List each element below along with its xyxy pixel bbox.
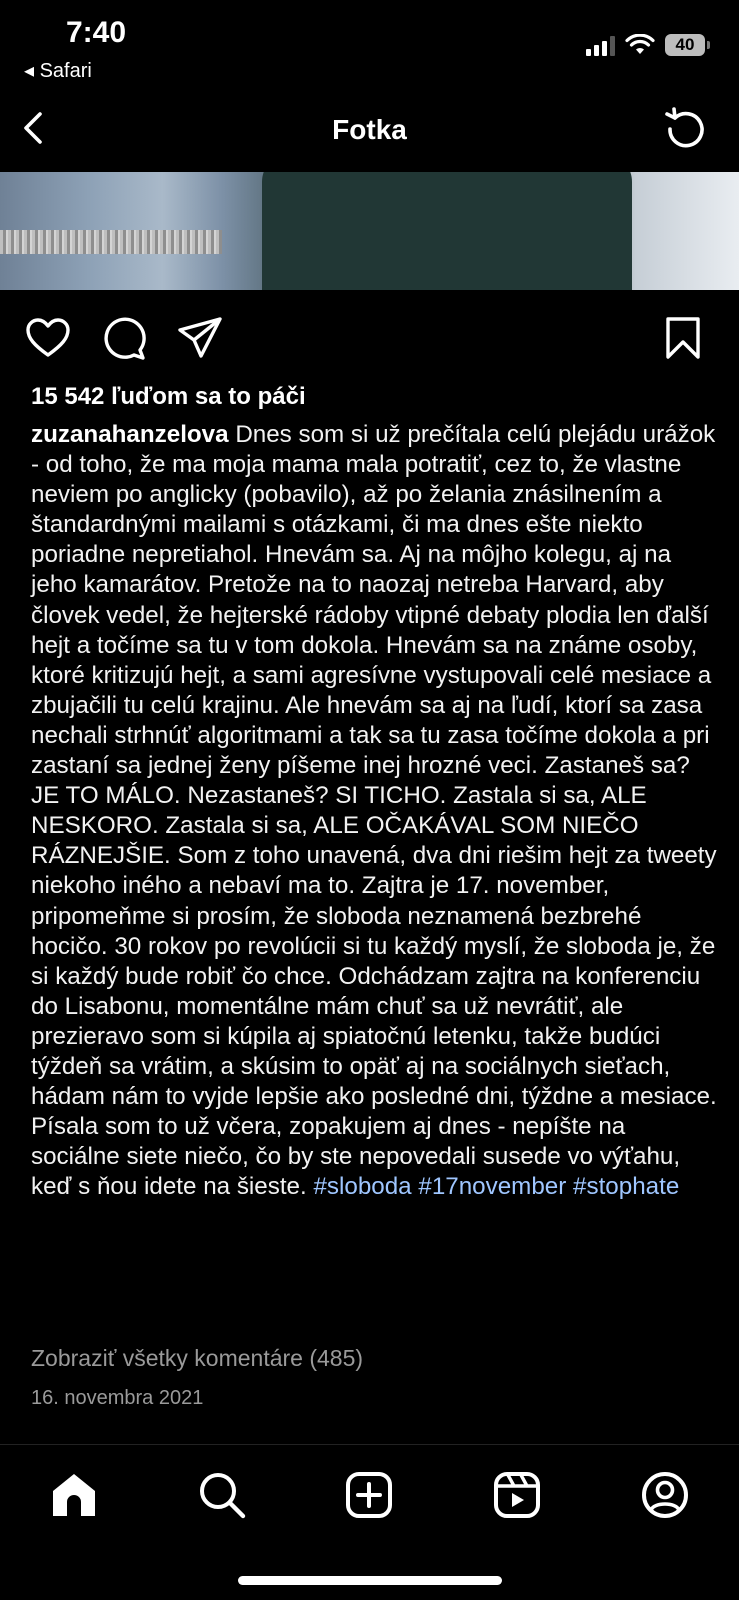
refresh-icon[interactable] (663, 106, 709, 152)
header-bar (0, 96, 739, 166)
post-date: 16. novembra 2021 (31, 1387, 204, 1409)
profile-icon[interactable] (639, 1469, 691, 1521)
wifi-icon (625, 34, 655, 56)
page-title: Fotka (332, 114, 407, 145)
create-icon[interactable] (343, 1469, 395, 1521)
heart-icon[interactable] (24, 314, 72, 362)
search-icon[interactable] (196, 1469, 248, 1521)
hashtag-link[interactable]: #stophate (573, 1173, 680, 1201)
bottom-tab-bar (0, 1444, 739, 1545)
post-actions (0, 310, 739, 370)
bookmark-icon[interactable] (660, 314, 708, 362)
hashtag-link[interactable]: #17november (418, 1173, 567, 1201)
status-bar (0, 0, 739, 90)
photo-person (262, 172, 632, 290)
status-icons (586, 34, 705, 56)
likes-count[interactable]: 15 542 ľuďom sa to páči (31, 383, 306, 410)
home-indicator (238, 1576, 502, 1585)
comment-icon[interactable] (100, 314, 148, 362)
cellular-signal-icon (586, 34, 615, 56)
view-all-comments-link[interactable]: Zobraziť všetky komentáre (485) (31, 1345, 364, 1371)
caption-username[interactable]: zuzanahanzelova (31, 421, 229, 448)
share-icon[interactable] (176, 314, 224, 362)
status-time: 7:40 (66, 16, 127, 49)
photo-ledge (0, 230, 222, 254)
hashtag-link[interactable]: #sloboda (313, 1173, 412, 1201)
back-to-safari-link[interactable]: ◂ Safari (24, 60, 92, 82)
post-photo[interactable] (0, 172, 739, 290)
battery-icon (665, 34, 705, 56)
battery-level: 40 (675, 35, 695, 54)
home-icon[interactable] (48, 1469, 100, 1521)
post-caption (31, 420, 717, 1202)
caption-text: Dnes som si už prečítala celú plejádu urážok - od toho, že ma moja mama mala potratiť, cez to, že vlastne neviem po anglicky (pobavilo), až po želania znásilnením a štandardnými mailami s otázkami, či ma dnes ešte niekto poriadne nepretiahol. Hnevám sa. Aj na môjho kolegu, aj na jeho kamarátov. Pretože na to naozaj netreba Harvard, aby človek vedel, že hejterské rádoby vtipné debaty plodia len ďalší hejt a točíme sa tu v tom dokola. Hnevám sa na známe osoby, ktoré kritizujú hejt, a sami agresívne vystupovali celé mesiace a zbujačili tu celú krajinu. Ale hnevám sa aj na ľudí, ktorí sa zasa nechali strhnúť algoritmami a tak sa tu zasa točíme dokola a pri zastaní sa jednej ženy píšeme inej hrozné veci. Zastaneš sa? JE TO MÁLO. Nezastaneš? SI TICHO. Zastala si sa, ALE NESKORO. Zastala si sa, ALE OČAKÁVAL SOM NIEČO RÁZNEJŠIE. Som z toho unavená, dva dni riešim hejt za tweety niekoho iného a nebaví ma to. Zajtra je 17. november, pripomeňme si prosím, že sloboda neznamená bezbrehé hocičo. 30 rokov po revolúcii si tu každý myslí, že sloboda je, že si každý bude robiť čo chce. Odchádzam zajtra na konferenciu do Lisabonu, momentálne mám chuť sa už nevrátiť, ale prezieravo som si kúpila aj spiatočnú letenku, takže budúci týždeň sa vrátim, a skúsim to opäť aj na sociálnych sieťach, hádam nám to vyjde lepšie ako posledné dni, týždne a mesiace. Písala som to už včera, zopakujem aj dnes - nepíšte na sociálne siete niečo, čo by ste nepovedali susede vo výťahu, keď s ňou idete na šieste. (31, 421, 717, 1201)
reels-icon[interactable] (491, 1469, 543, 1521)
